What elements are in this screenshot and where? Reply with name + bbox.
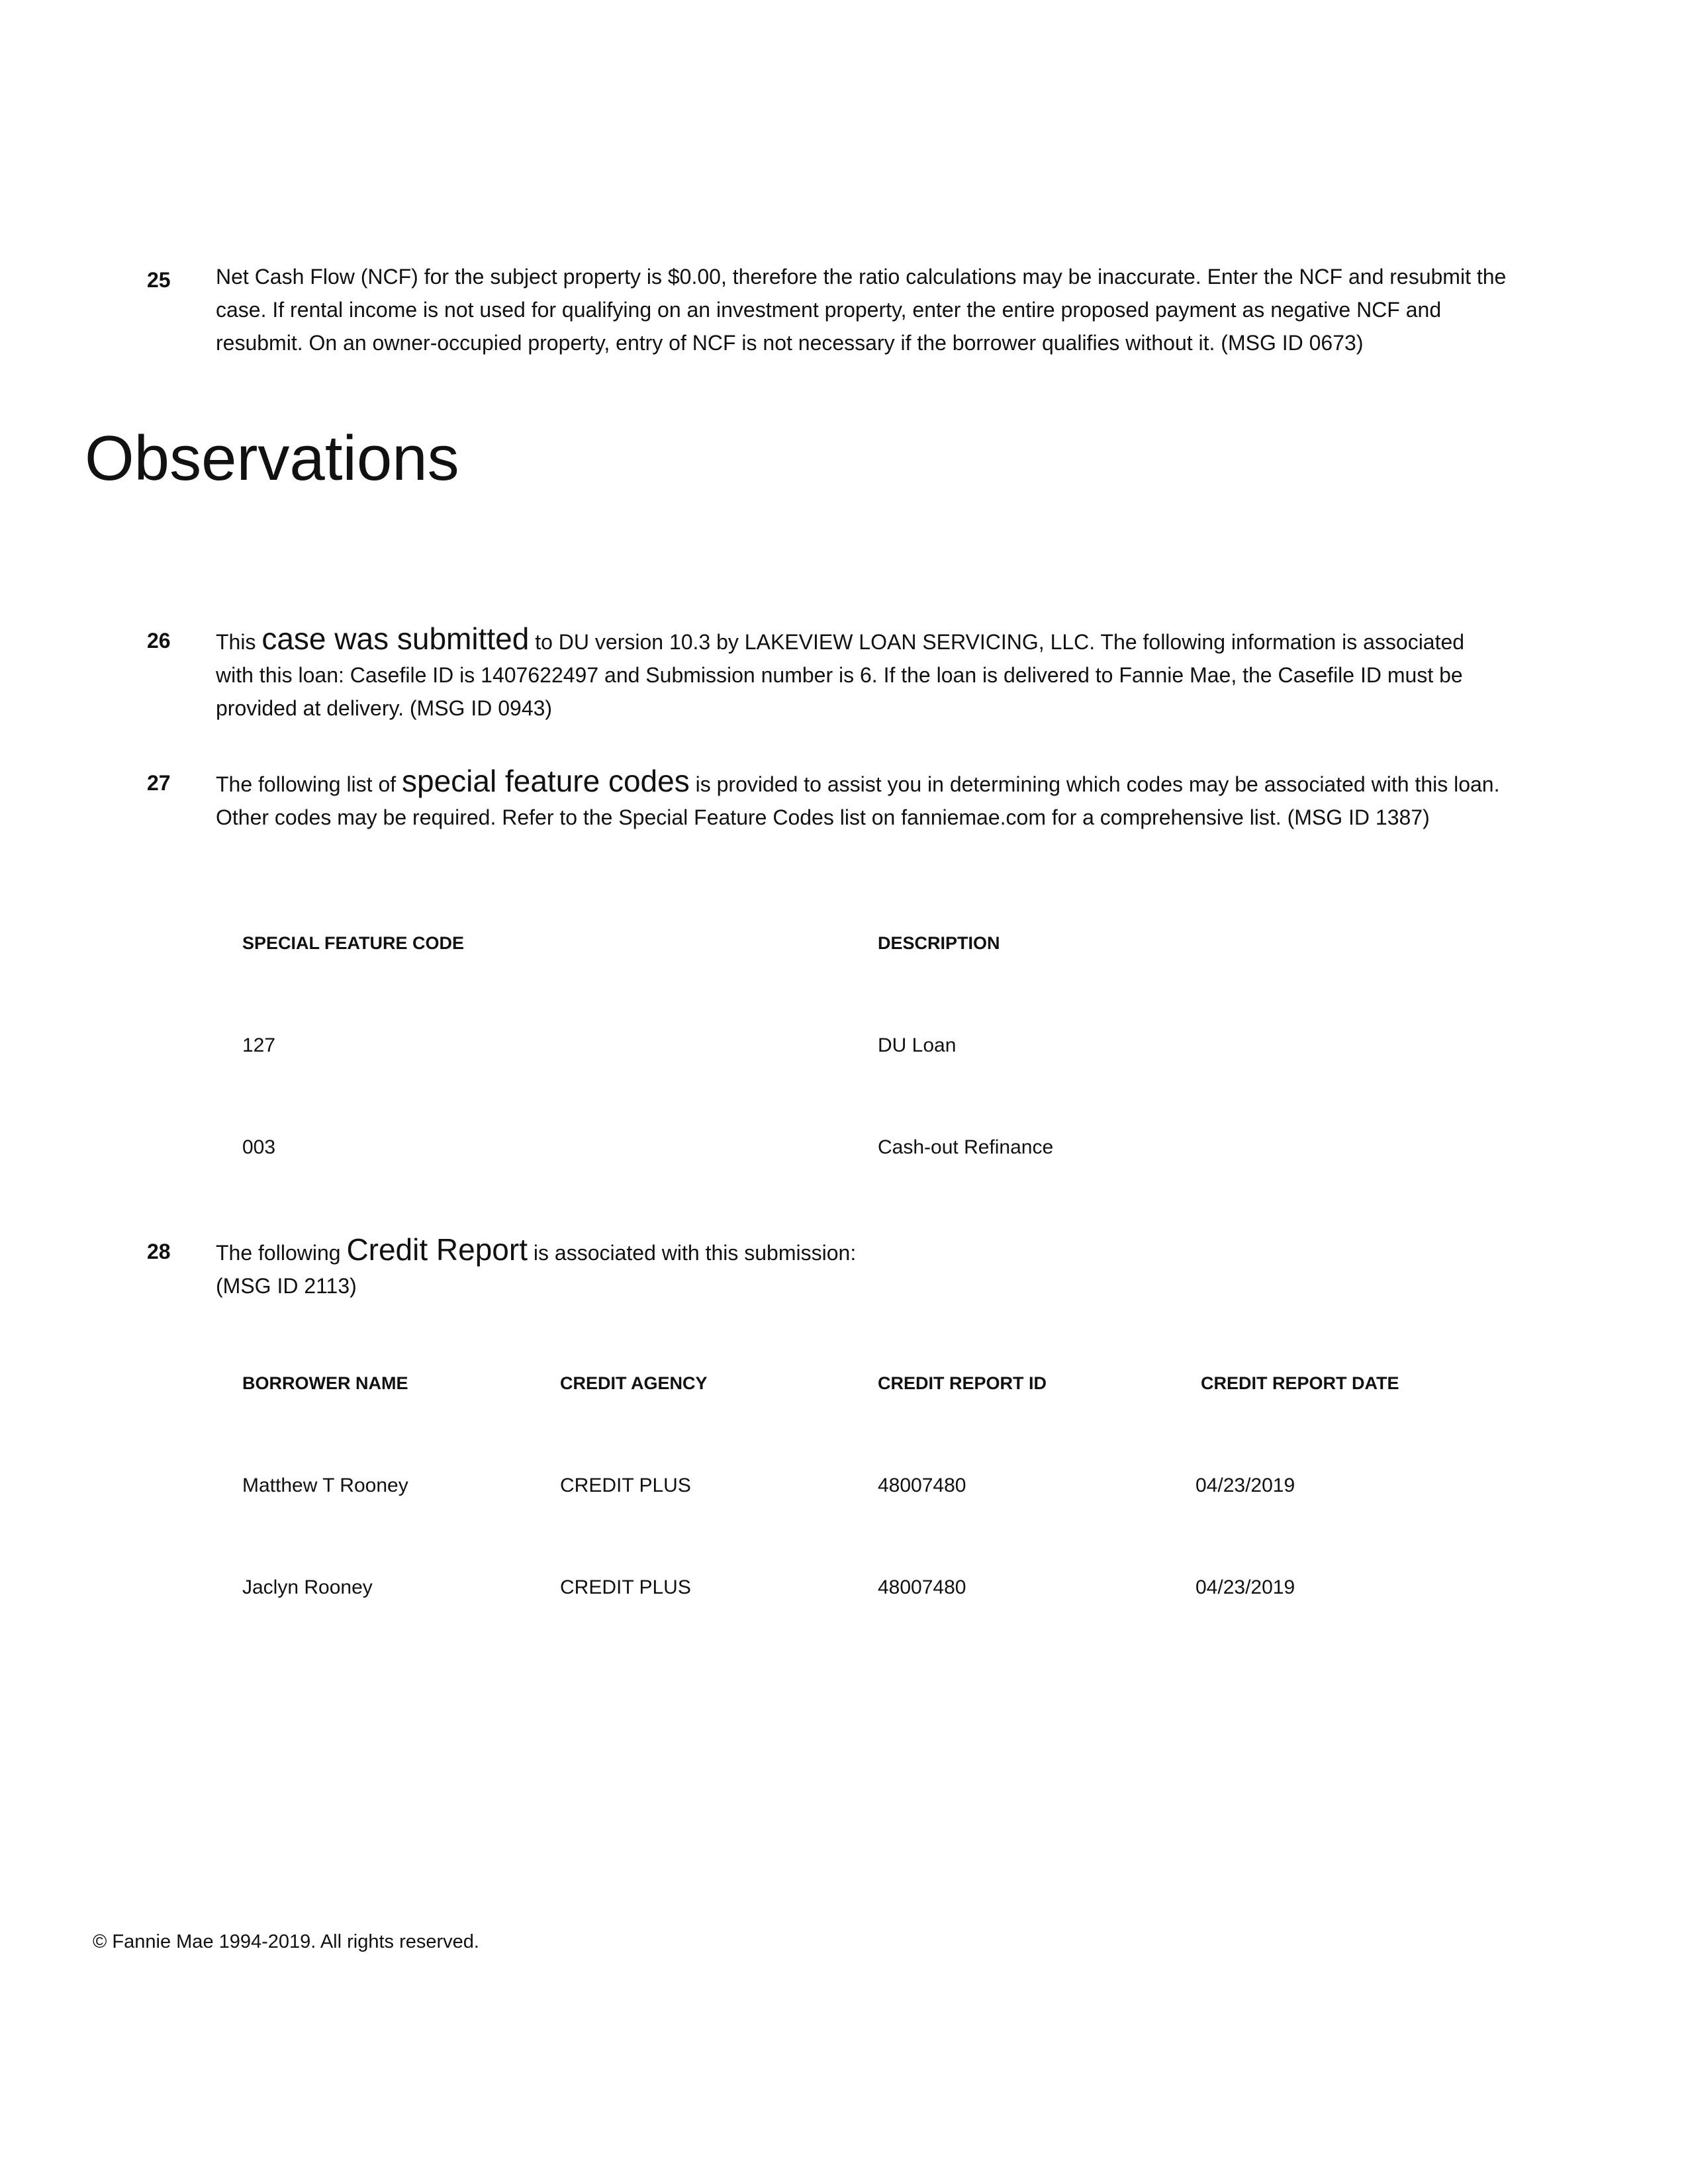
credit-header-borrower-name: BORROWER NAME	[242, 1373, 408, 1393]
message-number-26: 26	[147, 629, 171, 653]
credit-header-credit-agency: CREDIT AGENCY	[560, 1373, 708, 1393]
sfc-row-2-code: 003	[242, 1136, 276, 1158]
sfc-row-1-description: DU Loan	[878, 1034, 957, 1056]
message-28-text-post: is associated with this submission:	[528, 1241, 857, 1265]
credit-row-1-report-id: 48007480	[878, 1475, 966, 1496]
credit-row-1-agency: CREDIT PLUS	[560, 1475, 691, 1496]
message-28-msg-id: (MSG ID 2113)	[216, 1274, 357, 1298]
credit-header-report-date: CREDIT REPORT DATE	[1201, 1373, 1399, 1393]
message-28-text	[216, 1233, 1507, 1302]
sfc-header-description: DESCRIPTION	[878, 933, 1000, 953]
message-26-keyword: case was submitted	[261, 621, 530, 656]
message-28-text-pre: The following	[216, 1241, 347, 1265]
credit-row-1-borrower: Matthew T Rooney	[242, 1475, 408, 1496]
credit-header-report-id: CREDIT REPORT ID	[878, 1373, 1047, 1393]
sfc-row-2-description: Cash-out Refinance	[878, 1136, 1054, 1158]
sfc-header-code: SPECIAL FEATURE CODE	[242, 933, 465, 953]
message-number-28: 28	[147, 1240, 171, 1263]
credit-row-2-report-date: 04/23/2019	[1196, 1576, 1295, 1598]
message-27-text-post: is provided to assist you in determining which codes may be associated with this loan. Other codes may be required. Refer to the Special Feature Codes list on fanniemae.com for a comprehensive list. (MSG ID 1387)	[216, 772, 1500, 829]
message-27-text-pre: The following list of	[216, 772, 402, 796]
message-27-keyword: special feature codes	[402, 764, 690, 798]
message-27-text	[216, 764, 1507, 834]
credit-row-2-borrower: Jaclyn Rooney	[242, 1576, 373, 1598]
message-25-text: Net Cash Flow (NCF) for the subject property is $0.00, therefore the ratio calculations may be inaccurate. Enter the NCF and resubmit the case. If rental income is not used for qualifying on an investment property, enter the entire proposed payment as negative NCF and resubmit. On an owner-occupied property, entry of NCF is not necessary if the borrower qualifies without it. (MSG ID 0673)	[216, 265, 1507, 355]
credit-row-1-report-date: 04/23/2019	[1196, 1475, 1295, 1496]
credit-row-2-agency: CREDIT PLUS	[560, 1576, 691, 1598]
message-number-27: 27	[147, 771, 171, 795]
message-26-text-pre: This	[216, 630, 262, 654]
credit-row-2-report-id: 48007480	[878, 1576, 966, 1598]
copyright-footer: © Fannie Mae 1994-2019. All rights reserved.	[93, 1931, 479, 1952]
message-number-25: 25	[147, 268, 171, 292]
message-26-text-post: to DU version 10.3 by LAKEVIEW LOAN SERVICING, LLC. The following information is associated with this loan: Casefile ID is 1407622497 and Submission number is 6. If the loan is delivered to Fannie Mae, the Casefile ID must be provided at delivery. (MSG ID 0943)	[216, 630, 1465, 720]
section-title-observations: Observations	[85, 423, 459, 494]
sfc-row-1-code: 127	[242, 1034, 276, 1056]
message-26-text	[216, 622, 1507, 725]
message-28-keyword: Credit Report	[346, 1232, 528, 1267]
